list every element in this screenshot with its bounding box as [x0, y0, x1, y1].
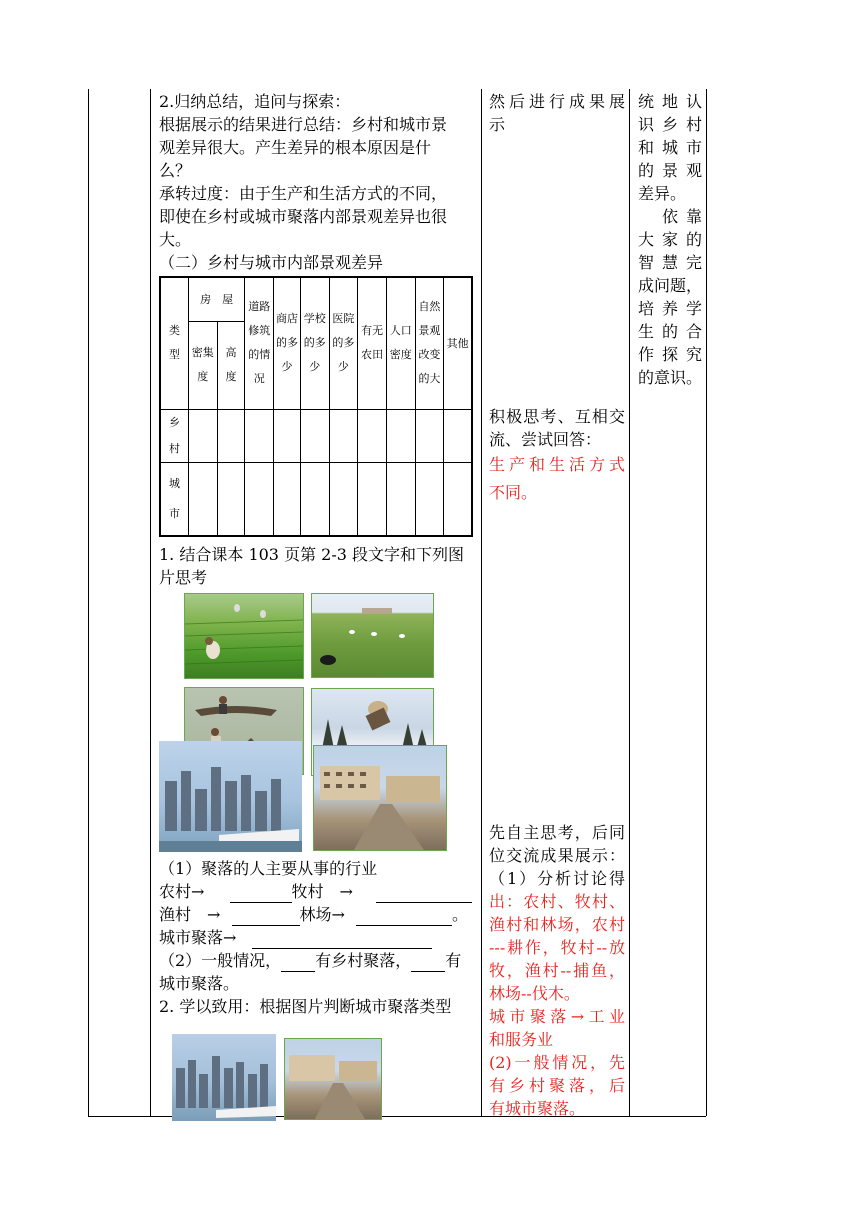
blank-line-rural [159, 880, 475, 903]
town-street-photo-2 [284, 1038, 382, 1120]
comparison-table [159, 276, 473, 537]
density-header: 密集度 [188, 321, 217, 409]
table-cell [300, 462, 329, 536]
pasture-photo [311, 593, 434, 678]
intent-line-13: 的意识。 [638, 368, 703, 387]
answer-blank[interactable] [230, 884, 292, 903]
transition-line-3: 大。 [159, 230, 192, 249]
table-cell [329, 409, 358, 462]
sub-question-1: （1）聚落的人主要从事的行业 [159, 859, 378, 878]
answer-line-1: 生产和生活方式 [489, 455, 625, 474]
row-urban-label: 城市 [160, 462, 188, 536]
table-cell [188, 409, 217, 462]
answer-line-2: 不同。 [489, 483, 538, 502]
sub-questions [159, 857, 475, 1018]
sub2-text-c: 有 [445, 951, 462, 970]
answer2-line-8: 和服务业 [489, 1030, 554, 1049]
answer-blank[interactable] [356, 907, 452, 926]
forest-label: 林场→ [299, 905, 345, 924]
intent-line-12: 作探究 [638, 345, 702, 364]
table-cell [329, 462, 358, 536]
table-cell [358, 462, 387, 536]
table-divider-2 [481, 89, 482, 1116]
sub-question-2 [159, 949, 475, 972]
activity-mid-line-2: 流、尝试回答： [489, 430, 602, 449]
intent-line-11: 生的合 [638, 322, 702, 341]
table-cell [274, 409, 301, 462]
table-border-left [88, 89, 89, 1116]
transition-line-1: 承转过度：由于生产和生活方式的不同， [159, 184, 448, 203]
student-answer-2 [489, 821, 625, 1120]
answer-blank[interactable] [252, 930, 432, 949]
table-cell [245, 409, 274, 462]
intent-line-6: 依靠 [638, 207, 702, 226]
answer2-line-5: 牧，渔村--捕鱼， [489, 961, 625, 980]
town-street-photo [313, 745, 447, 851]
question-2: 2. 学以致用：根据图片判断城市聚落类型 [159, 997, 452, 1016]
table-border-right [706, 89, 707, 1116]
intent-line-3: 和城市 [638, 138, 702, 157]
blank-line-city [159, 926, 475, 949]
activity-top-line-1: 然后进行成果展 [489, 92, 625, 111]
intent-line-2: 识乡村 [638, 115, 702, 134]
design-intent-column [638, 90, 702, 389]
intent-line-1: 统地认 [638, 92, 702, 111]
answer-blank[interactable] [232, 907, 300, 926]
house-header: 房 屋 [188, 277, 245, 321]
answer-blank[interactable] [411, 953, 445, 972]
answer2-line-3: 渔村和林场，农村 [489, 915, 625, 934]
table-divider-1 [150, 89, 151, 1116]
hospitals-header: 医院的多少 [329, 277, 358, 409]
student-activity-column [489, 90, 625, 136]
table-cell [217, 462, 245, 536]
answer2-line-6: 林场--伐木。 [489, 984, 580, 1003]
table-cell [245, 462, 274, 536]
nature-header: 自然景观改变的大 [415, 277, 444, 409]
shops-header: 商店的多少 [274, 277, 301, 409]
period: 。 [452, 905, 469, 924]
table-cell [386, 462, 415, 536]
table-cell [415, 409, 444, 462]
question-1 [159, 543, 475, 589]
table-cell [415, 462, 444, 536]
answer2-line-4: ---耕作，牧村--放 [489, 938, 625, 957]
section-heading: 2.归纳总结，追问与探索： [159, 92, 351, 111]
answer2-line-11: 有城市聚落。 [489, 1099, 586, 1118]
intent-line-8: 智慧完 [638, 253, 702, 272]
student-answer-1 [489, 405, 625, 507]
city-skyline-photo-2 [172, 1034, 276, 1121]
teaching-content-column [159, 90, 475, 274]
rice-field-photo [184, 593, 304, 679]
table-cell [188, 462, 217, 536]
answer2-line-2: 出：农村、牧村、 [489, 892, 625, 911]
table-cell [358, 409, 387, 462]
table-cell [444, 409, 472, 462]
other-header: 其他 [444, 277, 472, 409]
activity-top-line-2: 示 [489, 115, 506, 134]
table-cell [386, 409, 415, 462]
answer-blank[interactable] [376, 884, 472, 903]
summary-line-2: 观差异很大。产生差异的根本原因是什 [159, 138, 432, 157]
intent-line-7: 大家的 [638, 230, 702, 249]
section-title: （二）乡村与城市内部景观差异 [159, 253, 384, 272]
row-rural-label: 乡村 [160, 409, 188, 462]
answer2-line-10: 有乡村聚落，后 [489, 1076, 625, 1095]
sub2-text-a: （2）一般情况， [159, 951, 282, 970]
city-label: 城市聚落→ [159, 928, 237, 947]
q1-line-1: 1. 结合课本 103 页第 2-3 段文字和下列图 [159, 545, 465, 564]
sub2-text-b: 有乡村聚落， [315, 951, 412, 970]
table-cell [274, 462, 301, 536]
type-header: 类型 [160, 277, 188, 409]
activity-lower-line-1: 先自主思考，后同 [489, 823, 625, 842]
height-header: 高度 [217, 321, 245, 409]
blank-line-fishing [159, 903, 475, 926]
answer2-line-9: (2)一般情况，先 [489, 1053, 625, 1072]
table-cell [300, 409, 329, 462]
road-header: 道路修筑的情况 [245, 277, 274, 409]
answer2-line-7: 城市聚落→工业 [489, 1007, 625, 1026]
summary-line-1: 根据展示的结果进行总结：乡村和城市景 [159, 115, 448, 134]
schools-header: 学校的多少 [300, 277, 329, 409]
table-cell [444, 462, 472, 536]
population-header: 人口密度 [386, 277, 415, 409]
transition-line-2: 即使在乡村或城市聚落内部景观差异也很 [159, 207, 448, 226]
intent-line-10: 培养学 [638, 299, 702, 318]
farmland-header: 有无农田 [358, 277, 387, 409]
rural-label: 农村→ [159, 882, 205, 901]
intent-line-4: 的景观 [638, 161, 702, 180]
city-skyline-photo [159, 741, 302, 852]
sub-question-2-cont: 城市聚落。 [159, 974, 240, 993]
q1-line-2: 片思考 [159, 568, 208, 587]
answer-blank[interactable] [281, 953, 315, 972]
activity-mid-line-1: 积极思考、互相交 [489, 407, 625, 426]
activity-lower-line-2: 位交流成果展示： [489, 846, 625, 865]
summary-line-3: 么？ [159, 161, 192, 180]
table-cell [217, 409, 245, 462]
pasture-label: 牧村 → [291, 882, 353, 901]
intent-line-5: 差异。 [638, 184, 687, 203]
table-divider-3 [629, 89, 630, 1116]
fishing-label: 渔村 → [159, 905, 221, 924]
intent-line-9: 成问题， [638, 276, 703, 295]
answer2-line-1: （1）分析讨论得 [489, 869, 625, 888]
